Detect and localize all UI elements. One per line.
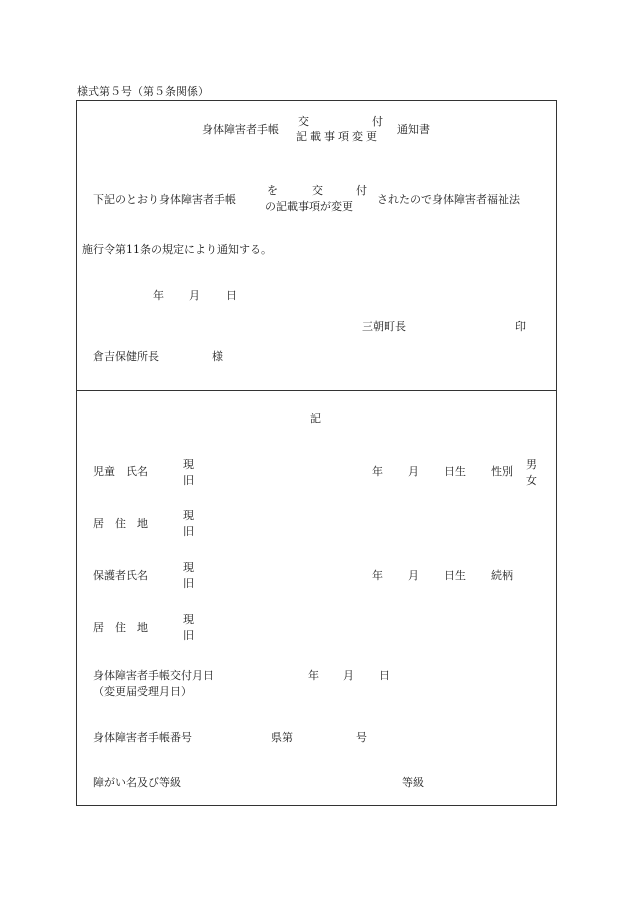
notice-body-line2: 施行令第11条の規定により通知する。 [82, 243, 272, 256]
child-name-former: 旧 [183, 474, 194, 487]
guardian-address-current: 現 [183, 613, 194, 626]
notice-title-option-issue-a: 交 [298, 115, 309, 128]
disability-grade-label: 等級 [402, 776, 424, 789]
child-birth-year: 年 [372, 465, 383, 478]
disability-label: 障がい名及び等級 [93, 776, 181, 789]
guardian-name-label: 保護者氏名 [93, 569, 148, 582]
addressee-honorific: 様 [212, 350, 223, 363]
child-name-current: 現 [183, 458, 194, 471]
issue-date-year: 年 [308, 669, 319, 682]
issue-date-day: 日 [379, 669, 390, 682]
issuer-name: 三朝町長 [362, 320, 406, 333]
certificate-number-suffix: 号 [356, 731, 367, 744]
relation-label: 続柄 [491, 569, 513, 582]
child-birth-day: 日生 [444, 465, 466, 478]
child-address-label: 居 住 地 [93, 517, 148, 530]
sex-male: 男 [526, 458, 537, 471]
notice-body-option-b: 交 [312, 184, 323, 197]
details-heading: 記 [310, 412, 321, 425]
child-address-former: 旧 [183, 525, 194, 538]
notice-date-year: 年 [153, 289, 164, 302]
child-birth-month: 月 [408, 465, 419, 478]
sex-female: 女 [526, 474, 537, 487]
child-address-current: 現 [183, 509, 194, 522]
guardian-name-former: 旧 [183, 577, 194, 590]
guardian-address-former: 旧 [183, 629, 194, 642]
issue-date-month: 月 [343, 669, 354, 682]
notice-body-prefix: 下記のとおり身体障害者手帳 [93, 193, 236, 206]
guardian-name-current: 現 [183, 561, 194, 574]
notice-date-month: 月 [189, 289, 200, 302]
sex-label: 性別 [491, 465, 513, 478]
form-number-label: 様式第５号（第５条関係） [77, 85, 209, 98]
notice-date-day: 日 [226, 289, 237, 302]
section-divider [76, 390, 557, 391]
guardian-address-label: 居 住 地 [93, 621, 148, 634]
guardian-birth-day: 日生 [444, 569, 466, 582]
notice-body-suffix: されたので身体障害者福祉法 [377, 193, 520, 206]
addressee: 倉吉保健所長 [93, 350, 159, 363]
guardian-birth-month: 月 [408, 569, 419, 582]
notice-title-option-change: 記載事項変更 [296, 130, 380, 143]
certificate-number-prefecture: 県第 [271, 731, 293, 744]
notice-body-option-c: 付 [356, 184, 367, 197]
issue-date-sublabel: （変更届受理月日） [93, 685, 192, 698]
seal-mark: 印 [515, 320, 526, 333]
notice-body-option-change: の記載事項が変更 [265, 200, 353, 213]
guardian-birth-year: 年 [372, 569, 383, 582]
child-name-label: 児童 氏名 [93, 465, 148, 478]
certificate-number-label: 身体障害者手帳番号 [93, 731, 192, 744]
issue-date-label: 身体障害者手帳交付月日 [93, 669, 214, 682]
notice-body-option-a: を [267, 184, 278, 197]
notice-title-prefix: 身体障害者手帳 [202, 123, 279, 136]
notice-title-option-issue-b: 付 [372, 115, 383, 128]
notice-title-suffix: 通知書 [397, 123, 430, 136]
